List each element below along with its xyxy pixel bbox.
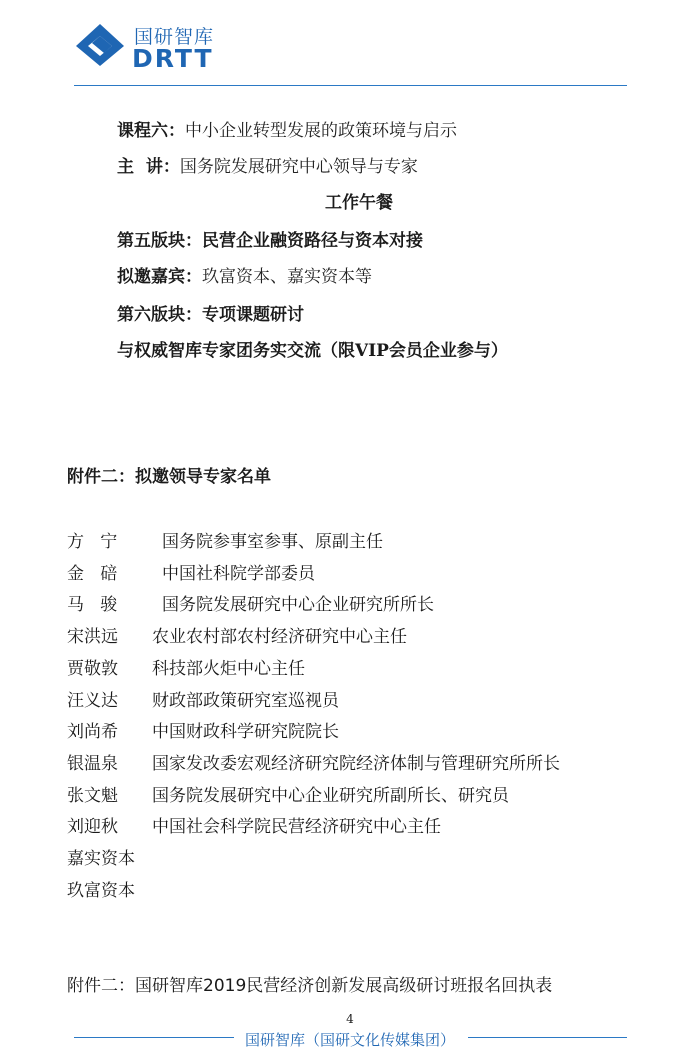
expert-title: 国务院发展研究中心企业研究所副所长、研究员 (152, 785, 509, 806)
drtt-logo-icon (74, 22, 126, 68)
speaker-label: 主 讲： (117, 157, 180, 177)
expert-title: 农业农村部农村经济研究中心主任 (152, 627, 407, 648)
course6-label: 课程六： (117, 121, 185, 141)
block6-value: 专项课题研讨 (202, 305, 304, 325)
expert-name: 方 宁 (67, 532, 118, 552)
lunch-heading: 工作午餐 (325, 193, 393, 213)
expert-title: 国务院发展研究中心企业研究所所长 (162, 595, 434, 616)
attachment2-title: 附件二：拟邀领导专家名单 (67, 467, 271, 487)
guests-value: 玖富资本、嘉实资本等 (202, 267, 372, 287)
expert-name: 银温泉 (67, 753, 118, 774)
expert-name: 玖富资本 (67, 880, 135, 901)
expert-name: 金 碚 (67, 563, 118, 584)
block6-note: 与权威智库专家团务实交流（限VIP会员企业参与） (117, 341, 508, 361)
expert-name: 贾敬敦 (67, 658, 118, 679)
block6-label: 第六版块： (117, 305, 202, 325)
block5-line (117, 226, 423, 251)
block5-value: 民营企业融资路径与资本对接 (202, 231, 423, 251)
logo (74, 20, 224, 72)
guests-label: 拟邀嘉宾： (117, 267, 202, 287)
expert-title: 中国财政科学研究院院长 (152, 722, 339, 743)
expert-name: 嘉实资本 (67, 849, 135, 869)
footer-text: 国研智库（国研文化传媒集团） (244, 1031, 455, 1049)
expert-name: 张文魁 (67, 785, 118, 806)
expert-title: 科技部火炬中心主任 (152, 658, 305, 679)
expert-title: 中国社科院学部委员 (162, 563, 315, 584)
speaker-value: 国务院发展研究中心领导与专家 (179, 157, 418, 177)
expert-title: 财政部政策研究室巡视员 (152, 690, 339, 711)
block6-line (117, 300, 304, 325)
course6-line (117, 116, 457, 141)
course6-value: 中小企业转型发展的政策环境与启示 (185, 121, 457, 141)
expert-title: 中国社会科学院民营经济研究中心主任 (152, 817, 441, 838)
expert-name: 刘迎秋 (67, 817, 118, 838)
attachment2b-title: 附件二：国研智库2019民营经济创新发展高级研讨班报名回执表 (67, 976, 553, 996)
expert-title: 国家发改委宏观经济研究院经济体制与管理研究所所长 (152, 753, 560, 774)
page-number: 4 (346, 1012, 354, 1026)
guests-line (117, 262, 372, 287)
header-divider (74, 85, 627, 86)
expert-name: 马 骏 (67, 595, 118, 616)
logo-english-text: DRTT (132, 44, 214, 73)
expert-name: 刘尚希 (67, 722, 118, 743)
logo-chinese-text: 国研智库 (134, 26, 215, 48)
expert-name: 宋洪远 (67, 627, 118, 648)
speaker-line (117, 152, 418, 177)
expert-name: 汪义达 (67, 690, 118, 711)
block5-label: 第五版块： (117, 231, 202, 251)
expert-title: 国务院参事室参事、原副主任 (162, 532, 383, 552)
